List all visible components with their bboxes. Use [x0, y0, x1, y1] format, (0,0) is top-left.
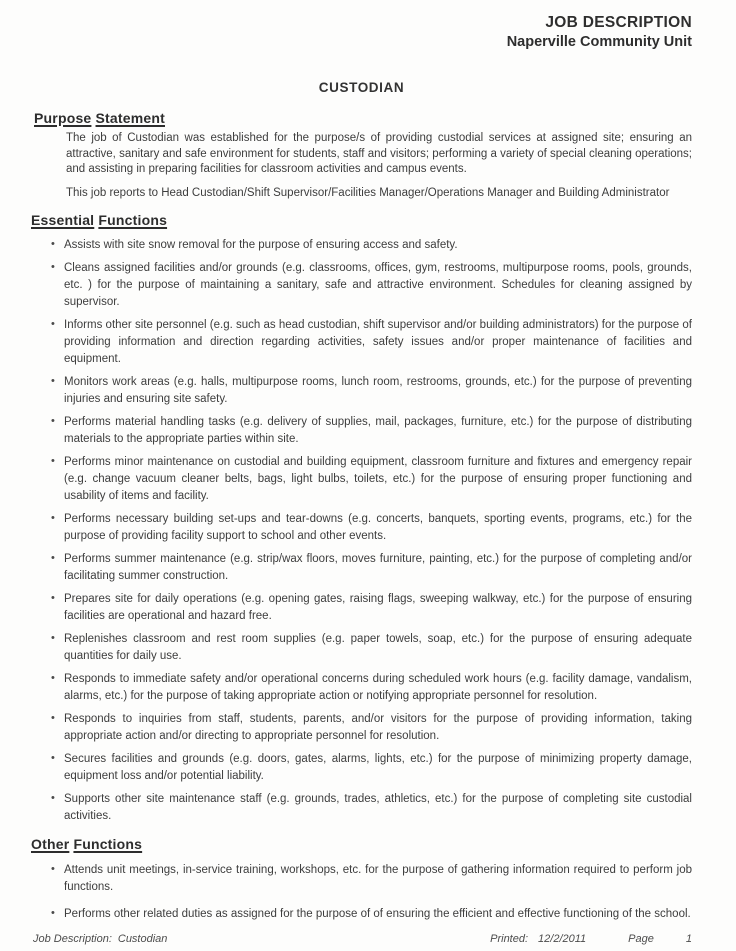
list-item — [50, 511, 692, 545]
heading-word: Statement — [95, 110, 165, 126]
essential-functions-heading — [31, 212, 692, 228]
list-item-text: Performs material handling tasks (e.g. delivery of supplies, mail, packages, furniture, etc.) for the purpose of distributing materials to the appropriate parties within site. — [64, 415, 692, 445]
bullet-dot-icon: • — [51, 631, 55, 644]
list-item-text: Performs summer maintenance (e.g. strip/wax floors, moves furniture, painting, etc.) for the purpose of completing and/or facilitating summer construction. — [64, 552, 692, 582]
list-item — [50, 631, 692, 665]
list-item — [50, 711, 692, 745]
list-item-text: Supports other site maintenance staff (e.g. grounds, trades, athletics, etc.) for the purpose of completing site custodial activities. — [64, 792, 692, 822]
header-title: JOB DESCRIPTION — [545, 14, 692, 31]
document-footer — [31, 933, 692, 945]
list-item-text: Informs other site personnel (e.g. such as head custodian, shift supervisor and/or building administrators) for the purpose of providing information and direction regarding activities, safety issues and/or proper maintenance of facilities and equipment. — [64, 318, 692, 365]
list-item — [50, 591, 692, 625]
bullet-dot-icon: • — [51, 591, 55, 604]
purpose-paragraph: The job of Custodian was established for the purpose/s of providing custodial services at assigned site; ensuring an attractive, sanitary and safe environment for students, staff and visitors; performing a variety of special cleaning operations; and assisting in preparing facilities for classroom activities and campus events. — [66, 132, 692, 175]
list-item-text: Cleans assigned facilities and/or grounds (e.g. classrooms, offices, gym, restrooms, multipurpose rooms, pools, grounds, etc. ) for the purpose of maintaining a sanitary, safe and attractive environment. Schedules for cleaning assigned by supervisor. — [64, 261, 692, 308]
bullet-dot-icon: • — [51, 551, 55, 564]
essential-functions-list — [31, 237, 692, 831]
bullet-dot-icon: • — [51, 671, 55, 684]
list-item-text: Prepares site for daily operations (e.g. opening gates, raising flags, sweeping walkway, etc.) for the purpose of ensuring facilities are operational and hazard free. — [64, 592, 692, 622]
page-number: 1 — [685, 932, 692, 945]
list-item — [50, 862, 692, 896]
list-item-text: Monitors work areas (e.g. halls, multipurpose rooms, lunch room, restrooms, grounds, etc.) for the purpose of preventing injuries and ensuring site safety. — [64, 375, 692, 405]
list-item — [50, 751, 692, 785]
list-item-text: Performs necessary building set-ups and tear-downs (e.g. concerts, banquets, sporting events, programs, etc.) for the purpose of providing facility support to school and other events. — [64, 512, 692, 542]
list-item — [50, 374, 692, 408]
list-item-text: Assists with site snow removal for the purpose of ensuring access and safety. — [64, 238, 458, 251]
list-item — [50, 671, 692, 705]
footer-left-label: Job Description: — [33, 932, 112, 945]
heading-word: Essential — [31, 211, 95, 228]
list-item — [50, 791, 692, 825]
list-item — [50, 317, 692, 368]
bullet-dot-icon: • — [51, 414, 55, 427]
list-item-text: Responds to inquiries from staff, students, parents, and/or visitors for the purpose of providing information, taking appropriate action and/or directing to appropriate personnel for resolution. — [64, 712, 692, 742]
bullet-dot-icon: • — [51, 751, 55, 764]
bullet-dot-icon: • — [51, 317, 55, 330]
printed-date: 12/2/2011 — [538, 932, 587, 945]
list-item — [50, 237, 692, 254]
footer-document-name — [33, 933, 167, 945]
bullet-dot-icon: • — [51, 906, 55, 919]
list-item — [50, 454, 692, 505]
heading-word: Functions — [73, 835, 143, 852]
other-functions-heading — [31, 836, 692, 852]
bullet-dot-icon: • — [51, 374, 55, 387]
bullet-dot-icon: • — [51, 237, 55, 250]
purpose-statement-heading — [34, 110, 692, 126]
list-item-text: Attends unit meetings, in-service training, workshops, etc. for the purpose of gathering information required to perform job functions. — [64, 863, 692, 893]
list-item-text: Performs minor maintenance on custodial and building equipment, classroom furniture and fixtures and emergency repair (e.g. change vacuum cleaner belts, bags, light bulbs, toilets, etc.) for the purpose of ensuring proper functioning and usability of items and facility. — [64, 455, 692, 502]
heading-word: Functions — [98, 211, 168, 228]
bullet-dot-icon: • — [51, 791, 55, 804]
other-functions-list — [31, 862, 692, 933]
bullet-dot-icon: • — [51, 454, 55, 467]
list-item-text: Responds to immediate safety and/or operational concerns during scheduled work hours (e.g. facility damage, vandalism, alarms, etc.) for the purpose of taking appropriate action or notifying appropriate personnel for resolution. — [64, 672, 692, 702]
list-item — [50, 906, 692, 923]
header-organization: Naperville Community Unit — [506, 34, 692, 50]
printed-label: Printed: — [490, 932, 529, 945]
list-item-text: Replenishes classroom and rest room supplies (e.g. paper towels, soap, etc.) for the purpose of ensuring adequate quantities for daily use. — [64, 632, 692, 662]
list-item — [50, 260, 692, 311]
list-item-text: Performs other related duties as assigned for the purpose of of ensuring the efficient and effective functioning of the school. — [64, 907, 691, 920]
heading-word: Purpose — [34, 110, 92, 126]
list-item — [50, 551, 692, 585]
reports-to-line: This job reports to Head Custodian/Shift Supervisor/Facilities Manager/Operations Manager and Building Administrator — [66, 186, 670, 199]
bullet-dot-icon: • — [51, 511, 55, 524]
bullet-dot-icon: • — [51, 711, 55, 724]
list-item — [50, 414, 692, 448]
footer-print-info — [490, 933, 692, 945]
document-header — [31, 13, 692, 52]
page-label: Page — [628, 932, 654, 945]
bullet-dot-icon: • — [51, 862, 55, 875]
list-item-text: Secures facilities and grounds (e.g. doors, gates, alarms, lights, etc.) for the purpose of minimizing property damage, equipment loss and/or potential liability. — [64, 752, 692, 782]
job-title: CUSTODIAN — [318, 80, 405, 95]
footer-left-value: Custodian — [117, 932, 168, 945]
bullet-dot-icon: • — [51, 260, 55, 273]
heading-word: Other — [31, 835, 70, 852]
